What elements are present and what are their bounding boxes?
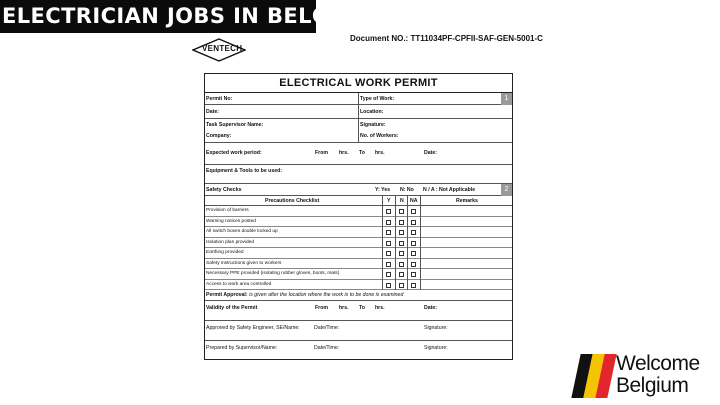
approved-by-label: Approved by Safety Engineer, SE/Name: [206, 325, 300, 331]
checkbox-n[interactable] [399, 241, 404, 246]
prepared-datetime-label: Date/Time: [314, 345, 340, 351]
validity-hrs-label-2: hrs. [375, 305, 385, 311]
approval-row [205, 290, 512, 301]
checklist-row [205, 259, 512, 270]
from-label: From [315, 150, 328, 156]
approved-signature-label: Signature: [424, 325, 448, 331]
logo-text-line2: Belgium [616, 374, 689, 397]
logo-text-line1: Welcome [616, 352, 700, 375]
equipment-row [205, 165, 512, 184]
checkbox-y[interactable] [386, 241, 391, 246]
validity-to-label: To [359, 305, 365, 311]
checkbox-na[interactable] [411, 283, 416, 288]
col-remarks-header: Remarks [456, 198, 478, 204]
signature-label: Signature: [360, 122, 386, 128]
checklist-item-label: Access to work area controlled [206, 281, 272, 287]
col-y-header: Y [387, 198, 391, 204]
checklist-row [205, 269, 512, 280]
checklist-item-label: Provision of barriers [206, 208, 249, 213]
to-label: To [359, 150, 365, 156]
checkbox-na[interactable] [411, 220, 416, 225]
checklist-divider-4 [420, 196, 421, 290]
checklist-row [205, 280, 512, 291]
section-2-badge: 2 [501, 184, 512, 196]
checkbox-n[interactable] [399, 230, 404, 235]
hrs-label: hrs. [339, 150, 349, 156]
checklist-divider-3 [407, 196, 408, 290]
approval-label: Permit Approval: [206, 292, 248, 298]
checkbox-y[interactable] [386, 230, 391, 235]
welcome-belgium-logo [566, 352, 716, 400]
task-supervisor-label: Task Supervisor Name: [206, 122, 264, 128]
safety-checks-label: Safety Checks [206, 187, 242, 193]
legend-yes: Y: Yes [375, 187, 391, 193]
validity-hrs-label: hrs. [339, 305, 349, 311]
checklist-item-label: Earthing provided [206, 250, 244, 255]
checkbox-n[interactable] [399, 251, 404, 256]
electrical-work-permit-form [204, 73, 513, 360]
checkbox-n[interactable] [399, 283, 404, 288]
checklist-item-label: Isolation plan provided [206, 239, 255, 245]
checkbox-y[interactable] [386, 272, 391, 277]
checkbox-y[interactable] [386, 262, 391, 267]
checkbox-na[interactable] [411, 209, 416, 214]
checklist-divider-2 [395, 196, 396, 290]
prepared-by-label: Prepared by Supervisor/Name: [206, 345, 278, 351]
checkbox-y[interactable] [386, 220, 391, 225]
checklist-row [205, 248, 512, 259]
approval-text: is given after the location where the work is to be done is examined [249, 292, 404, 298]
checkbox-na[interactable] [411, 262, 416, 267]
hrs-label-2: hrs. [375, 150, 385, 156]
no-of-workers-label: No. of Workers: [360, 133, 399, 139]
approval-statement [206, 292, 403, 298]
approved-datetime-label: Date/Time: [314, 325, 340, 331]
validity-row [205, 301, 512, 321]
checkbox-na[interactable] [411, 230, 416, 235]
validity-from-label: From [315, 305, 328, 311]
validity-date-label: Date: [424, 305, 437, 311]
checklist-item-label: Necessary PPE provided (isolating rubber gloves, boots, mats) [206, 271, 340, 276]
date-label-2: Date: [424, 150, 437, 156]
checklist-item-label: All switch boxes double locked up [206, 229, 278, 234]
checkbox-n[interactable] [399, 209, 404, 214]
checklist-row [205, 227, 512, 238]
column-divider [358, 93, 359, 143]
checkbox-y[interactable] [386, 251, 391, 256]
checklist-item-label: Warning notices posted [206, 218, 256, 224]
legend-no: N: No [400, 187, 414, 193]
checklist-row [205, 238, 512, 249]
checklist-divider-1 [382, 196, 383, 290]
checkbox-na[interactable] [411, 241, 416, 246]
checkbox-n[interactable] [399, 262, 404, 267]
legend-na: N / A : Not Applicable [423, 187, 476, 193]
expected-period-label: Expected work period: [206, 150, 262, 156]
prepared-signature-label: Signature: [424, 345, 448, 351]
checklist-item-label: Safety instructions given to workers [206, 260, 282, 266]
safety-checks-row [205, 184, 512, 196]
document-number: Document NO.: TT11034PF-CPFII-SAF-GEN-5001-C [350, 34, 543, 43]
permit-no-label: Permit No: [206, 96, 233, 102]
validity-label: Validity of the Permit [206, 305, 258, 311]
page-title-banner: ELECTRICIAN JOBS IN BELGIUM [0, 0, 316, 33]
approved-by-row [205, 321, 512, 341]
date-label: Date: [206, 109, 219, 115]
precautions-header: Precautions Checklist [265, 198, 320, 204]
checkbox-n[interactable] [399, 272, 404, 277]
equipment-label: Equipment & Tools to be used: [206, 168, 282, 174]
col-na-header: NA [410, 198, 418, 204]
checkbox-y[interactable] [386, 283, 391, 288]
ventech-logo-text: VENTECH [202, 44, 243, 53]
checkbox-n[interactable] [399, 220, 404, 225]
col-n-header: N [400, 198, 404, 204]
prepared-by-row [205, 341, 512, 361]
section-1-badge: 1 [501, 93, 512, 105]
checkbox-y[interactable] [386, 209, 391, 214]
checkbox-na[interactable] [411, 272, 416, 277]
checklist-row [205, 206, 512, 217]
permit-title: ELECTRICAL WORK PERMIT [205, 74, 512, 93]
checkbox-na[interactable] [411, 251, 416, 256]
checklist-row [205, 217, 512, 228]
type-of-work-label: Type of Work: [360, 96, 395, 102]
checklist-header-row [205, 196, 512, 206]
expected-period-row [205, 143, 512, 165]
location-label: Location: [360, 109, 384, 115]
company-label: Company: [206, 133, 232, 139]
